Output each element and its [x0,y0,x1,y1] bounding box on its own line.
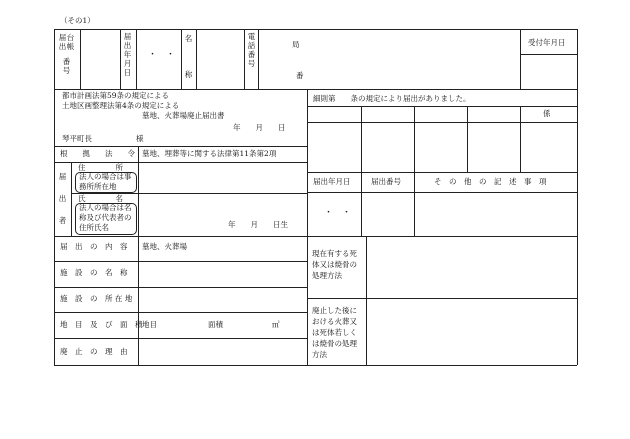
right-date-dots[interactable]: ・ ・ [324,208,352,218]
register-no-field[interactable] [81,30,119,88]
register-no-label-a: 届出 [58,33,67,51]
col-notify-date: 届出年月日 [313,177,351,186]
row-reason-label: 廃 止 の 理 由 [60,347,128,356]
area-unit: ㎡ [272,320,280,329]
notice-text: 細則第 条の規定により届出がありました。 [313,94,471,103]
address-field[interactable] [139,163,306,192]
received-date-field[interactable] [521,55,576,88]
row-location-label: 施 設 の 所 在 地 [60,294,133,303]
name-field[interactable] [197,30,243,88]
register-no-label-b: 台帳 [66,33,75,51]
notify-date-dots[interactable]: ・ ・ [148,50,176,60]
notifier-side-label: 届出者 [58,172,67,225]
name-owner-label: 氏 名 [78,194,123,203]
name-label-a: 名 [184,34,193,43]
received-date-label: 受付年月日 [528,38,566,47]
addressee-sama: 様 [136,134,144,143]
address-note: 法人の場合は事務所所在地 [79,172,132,191]
name-note: 法人の場合は名称及び代表者の住所氏名 [79,203,132,232]
kakari-label: 係 [543,109,551,118]
after-method-label: 廃止した後における火葬又は死体若しくは焼骨の処理方法 [312,306,357,359]
legal-basis-label: 根 拠 法 令 [60,149,135,158]
notify-date-label: 届出年月日 [123,32,132,77]
address-label: 住 所 [78,163,123,172]
phone-label: 電話番号 [247,32,256,68]
reason-field[interactable] [139,339,306,364]
existing-method-field[interactable] [367,237,576,297]
legal-basis-value: 墓地、埋葬等に関する法律第11条第2項 [142,149,277,158]
after-method-field[interactable] [367,299,576,364]
register-no-label-c: 番号 [62,57,71,75]
law-line-2: 土地区画整理法第4条の規定による [62,101,180,110]
row-land-category: 地目 [142,320,157,329]
area-label: 面積 [208,320,223,329]
row-content-label: 届 出 の 内 容 [60,242,128,251]
existing-method-label: 現在有する死体又は焼骨の処理方法 [312,249,357,280]
phone-ban: 番 [296,71,304,80]
birth-date[interactable]: 年 月 日生 [228,220,288,229]
phone-kyoku: 局 [292,40,300,49]
law-line-1: 都市計画法第59条の規定による [62,91,170,100]
col-notify-number: 届出番号 [371,177,401,186]
facility-location-field[interactable] [139,288,306,311]
col-other-notes: そ の 他 の 記 述 事 項 [434,177,547,186]
row-facility-name-label: 施 設 の 名 称 [60,268,128,277]
row-land-area-label: 地 目 及 び 面 積 [60,320,143,329]
form-title: 墓地、火葬場廃止届出書 [142,111,225,120]
addressee: 琴平町長 [62,134,92,143]
name-label-b: 称 [184,70,193,79]
form-number: （その1） [60,16,95,25]
title-date[interactable]: 年 月 日 [233,123,286,132]
facility-name-field[interactable] [139,262,306,286]
row-content-value: 墓地、火葬場 [142,242,187,251]
